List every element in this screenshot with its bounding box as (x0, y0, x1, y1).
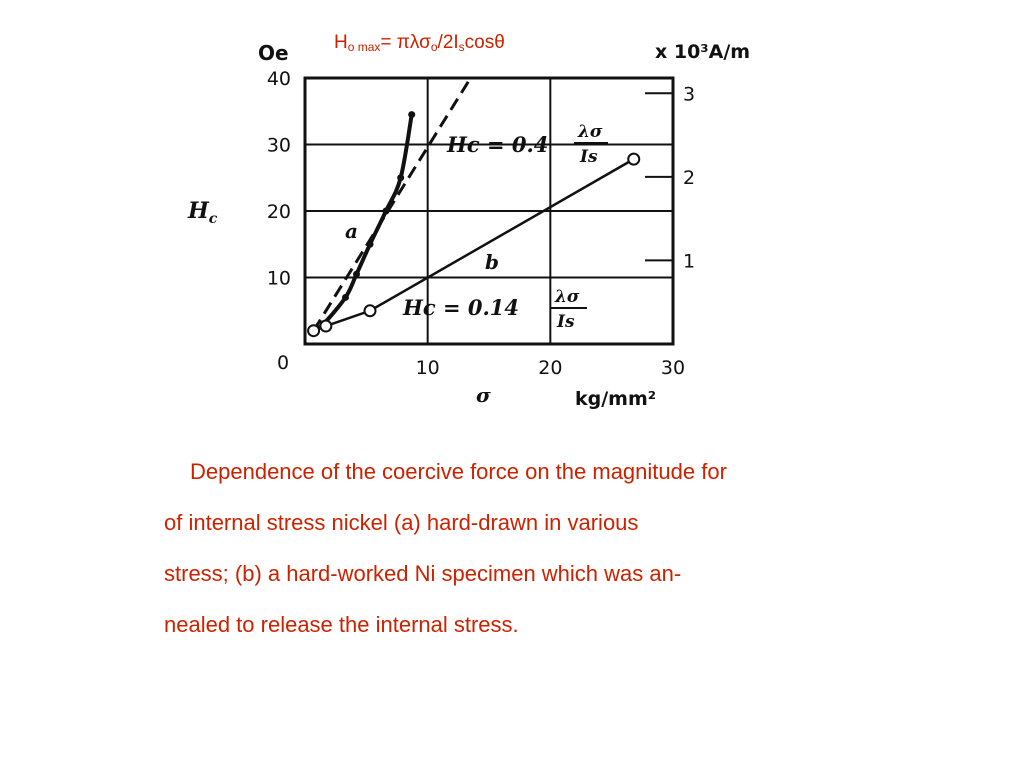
right-tick-label-2: 2 (683, 166, 696, 189)
formula-tail: cosθ (464, 32, 505, 53)
caption-line-3: stress; (b) a hard-worked Ni specimen which was an- (164, 561, 682, 586)
figure-caption (164, 446, 904, 650)
series-a-point-6 (397, 174, 404, 181)
series-b-point-3 (628, 154, 639, 165)
y-tick-label-10: 10 (266, 267, 291, 290)
x-tick-label-10: 10 (415, 357, 440, 379)
formula-slash: /2I (437, 32, 459, 53)
y-axis-label-sub: c (208, 211, 218, 227)
y-axis-label (187, 198, 218, 227)
x-tick-label-20: 20 (538, 357, 563, 379)
formula-sub-s: s (458, 40, 465, 54)
x-unit-label: kg/mm² (575, 388, 657, 410)
series-a-point-5 (382, 208, 389, 215)
y-tick-label-20: 20 (266, 201, 291, 223)
series-a-point-3 (353, 271, 360, 278)
series-b-point-2 (365, 305, 376, 316)
y-unit-label: Oe (258, 41, 289, 65)
curve-a-label: a (345, 219, 358, 243)
origin-tick-label: 0 (276, 352, 290, 374)
equation-2-denominator: Is (557, 312, 575, 332)
equation-2-lhs: Hc = 0.14 (403, 295, 519, 320)
equation-1-numerator: λσ (578, 122, 603, 142)
caption-line-2: of internal stress nickel (a) hard-drawn in various (164, 510, 639, 535)
series-a-point-2 (342, 294, 349, 301)
formula-h: H (334, 32, 348, 53)
equation-1-lhs: Hc = 0.4 (447, 132, 549, 157)
caption-line-1: Dependence of the coercive force on the magnitude for (190, 459, 727, 484)
reference-dashed-line (314, 78, 471, 331)
y-tick-label-30: 30 (266, 134, 291, 157)
equation-2 (402, 287, 587, 332)
series-a-line (314, 115, 412, 331)
reference-line-group (314, 78, 471, 331)
series-b-point-1 (320, 321, 331, 332)
right-tick-label-3: 3 (683, 83, 696, 106)
x-tick-label-30: 30 (660, 357, 686, 379)
x-axis-label: σ (476, 383, 491, 407)
formula-eq: = πλσ (380, 32, 431, 53)
tick-labels (267, 68, 695, 379)
y-tick-label-40: 40 (266, 68, 291, 90)
caption-line-4: nealed to release the internal stress. (164, 612, 519, 637)
curve-b-label: b (485, 250, 499, 274)
right-unit-label: x 10³A/m (655, 41, 751, 63)
equation-2-numerator: λσ (555, 287, 580, 307)
series-a-point-7 (408, 111, 415, 118)
right-tick-label-1: 1 (683, 250, 696, 273)
y-axis-label-h: H (188, 198, 209, 224)
right-axis-ticks (645, 93, 673, 260)
formula-sub-omax: o max (347, 40, 381, 54)
equation-1-denominator: Is (580, 147, 598, 167)
series-a-point-4 (367, 241, 374, 248)
series-b-point-0 (308, 325, 319, 336)
formula-sub-o: o (430, 40, 438, 54)
